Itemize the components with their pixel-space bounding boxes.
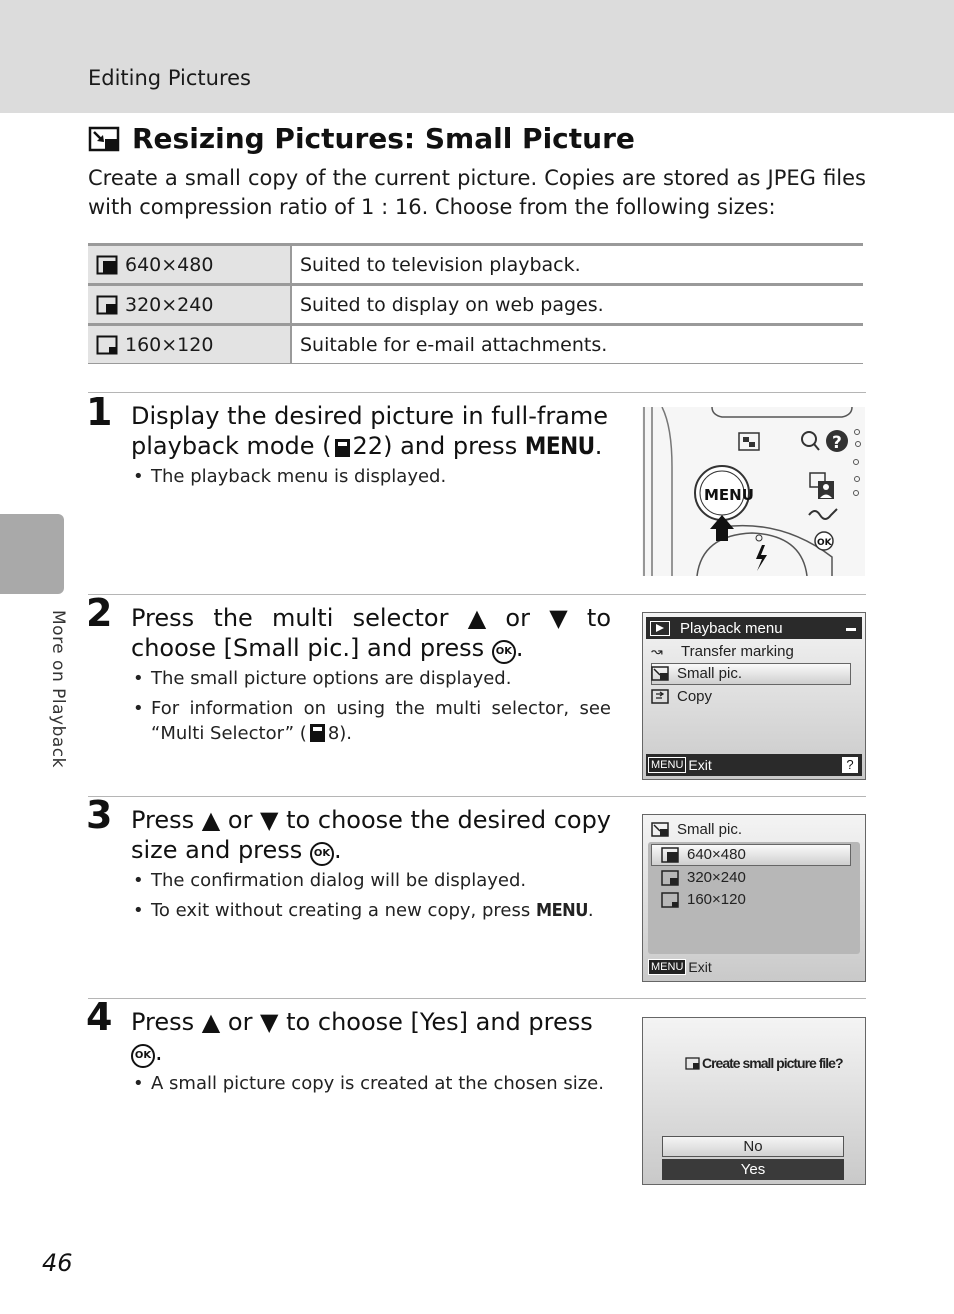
- step-title-word: the: [213, 604, 253, 632]
- bullet-item: • The playback menu is displayed.: [131, 464, 611, 489]
- menu-tag: MENU: [648, 757, 686, 773]
- size-description: Suited to display on web pages.: [291, 285, 863, 325]
- bullet-item: • To exit without creating a new copy, press MENU.: [131, 898, 611, 923]
- bullet-item: [131, 696, 611, 746]
- step-title-line: choose [Small pic.] and press OK .: [131, 634, 524, 662]
- step-bullets: [131, 868, 611, 928]
- camera-illustration: [642, 407, 865, 576]
- size-description: Suitable for e-mail attachments.: [291, 325, 863, 364]
- size-description: Suited to television playback.: [291, 245, 863, 285]
- menu-item-label: Transfer marking: [681, 643, 794, 660]
- ok-button-icon: OK: [131, 1044, 155, 1068]
- bullet-text: For information on using the multi selector, see “Multi Selector” (: [151, 698, 611, 744]
- confirm-question-text: Create small picture file?: [702, 1055, 843, 1071]
- book-icon: [310, 724, 325, 742]
- step-title-text: playback mode (: [131, 432, 332, 460]
- step-bullets: [131, 464, 611, 494]
- menu-item-small-pic[interactable]: [651, 665, 742, 682]
- step-bullets: [131, 666, 611, 751]
- step-title-text: 22) and press: [352, 432, 518, 460]
- small-picture-icon: [88, 126, 122, 152]
- confirm-question: [685, 1055, 843, 1071]
- size-table: [88, 243, 863, 364]
- page-number: 46: [42, 1249, 73, 1277]
- step-title-line: [131, 401, 611, 431]
- option-label: 640×480: [687, 846, 746, 863]
- step-number: 2: [86, 591, 113, 635]
- step-title-line: Press ▲ or ▼ to choose [Yes] and press: [131, 1008, 593, 1036]
- down-arrow-icon: ▼: [549, 604, 568, 632]
- step-title-word: Press: [131, 604, 195, 632]
- screen-title-text: Small pic.: [677, 821, 743, 838]
- ok-button-icon: OK: [492, 640, 516, 664]
- step-divider: [88, 594, 866, 595]
- copy-icon: [651, 689, 669, 704]
- confirm-option-no[interactable]: No: [662, 1136, 844, 1157]
- option-640[interactable]: [661, 846, 746, 863]
- step-title-line: Press ▲ or ▼ to choose the desired copy: [131, 806, 612, 834]
- bullet-item: • The small picture options are displayed.: [131, 666, 611, 691]
- screen-footer: [648, 959, 712, 975]
- size-640-icon: [96, 255, 118, 275]
- camera-back-icon: [642, 407, 865, 576]
- step-divider: [88, 998, 866, 999]
- step-title-line: size and press OK .: [131, 836, 342, 864]
- step-divider: [88, 796, 866, 797]
- ok-button-icon: OK: [310, 842, 334, 866]
- playback-menu-screen: [642, 612, 866, 780]
- small-picture-icon: [685, 1057, 700, 1070]
- page-title-text: Resizing Pictures: Small Picture: [132, 122, 635, 155]
- section-title: Editing Pictures: [88, 66, 251, 90]
- step-title-line: [131, 603, 611, 633]
- exit-label: Exit: [688, 757, 712, 773]
- step-divider: [88, 392, 866, 393]
- step-title: [131, 603, 611, 664]
- menu-item-label: Copy: [677, 688, 713, 705]
- small-picture-icon: [651, 822, 669, 837]
- menu-item-label: Small pic.: [677, 665, 743, 682]
- option-label: 320×240: [687, 869, 746, 886]
- menu-button-symbol: MENU: [524, 432, 595, 460]
- step-bullets: [131, 1071, 611, 1101]
- size-640-icon: [661, 847, 679, 863]
- side-tab-label: More on Playback: [48, 610, 68, 768]
- intro-paragraph: Create a small copy of the current picture. Copies are stored as JPEG files with compression ratio of 1 : 16. Choose from the following sizes:: [88, 166, 866, 219]
- step-title-text: choose [Small pic.] and press: [131, 634, 485, 662]
- step-title: [131, 401, 611, 461]
- scroll-indicator-icon: ▬: [846, 622, 856, 634]
- svg-text:?: ?: [832, 433, 842, 453]
- bullet-text: To exit without creating a new copy, press: [151, 900, 531, 921]
- step-title-word: to: [586, 604, 611, 632]
- step-number: 3: [86, 793, 113, 837]
- size-160-icon: [96, 335, 118, 355]
- menu-footer-bar: [646, 754, 862, 776]
- step-title-line: playback mode ( 22) and press MENU.: [131, 432, 603, 460]
- bullet-text: 8).: [327, 723, 353, 744]
- table-row: [88, 325, 863, 364]
- page-title: [88, 122, 635, 155]
- screen-title: [651, 821, 742, 838]
- bullet-item: • A small picture copy is created at the chosen size.: [131, 1071, 611, 1096]
- table-row: [88, 245, 863, 285]
- size-320-icon: [661, 870, 679, 886]
- size-label: 160×120: [125, 333, 214, 356]
- bullet-item: • The confirmation dialog will be displayed.: [131, 868, 611, 893]
- option-160[interactable]: [661, 891, 746, 908]
- small-pic-screen: [642, 814, 866, 982]
- up-arrow-icon: ▲: [467, 604, 487, 632]
- size-320-icon: [96, 295, 118, 315]
- help-icon: ?: [842, 757, 858, 773]
- page-header: [0, 0, 954, 113]
- menu-item-copy[interactable]: [651, 688, 712, 705]
- size-label: 640×480: [125, 253, 214, 276]
- table-row: [88, 285, 863, 325]
- menu-title-bar: [646, 617, 862, 639]
- option-320[interactable]: [661, 869, 746, 886]
- step-title: [131, 1007, 611, 1068]
- ok-button-label: OK: [817, 538, 832, 548]
- step-title-word: multi: [272, 604, 334, 632]
- side-tab: [0, 514, 64, 594]
- exit-label: Exit: [688, 959, 712, 975]
- transfer-icon: ↝: [651, 643, 663, 659]
- step-title-line: OK .: [131, 1037, 611, 1068]
- confirm-screen: [642, 1017, 866, 1185]
- step-number: 1: [86, 390, 113, 434]
- menu-tag: MENU: [648, 959, 686, 975]
- size-label: 320×240: [125, 293, 214, 316]
- size-160-icon: [661, 892, 679, 908]
- step-title-text: size and press: [131, 836, 303, 864]
- small-picture-icon: [651, 666, 669, 681]
- step-title-word: or: [505, 604, 530, 632]
- play-icon: [650, 621, 670, 636]
- book-icon: [335, 439, 350, 457]
- confirm-option-yes[interactable]: Yes: [662, 1159, 844, 1180]
- step-title: [131, 805, 611, 866]
- svg-text:MENU: MENU: [704, 486, 754, 504]
- option-label: 160×120: [687, 891, 746, 908]
- menu-item-transfer-marking[interactable]: [651, 643, 794, 660]
- menu-button-symbol: MENU: [535, 900, 588, 921]
- step-number: 4: [86, 995, 113, 1039]
- step-title-text: Display the desired picture in full-frame: [131, 402, 609, 430]
- step-title-word: selector: [352, 604, 449, 632]
- menu-title: Playback menu: [680, 619, 783, 637]
